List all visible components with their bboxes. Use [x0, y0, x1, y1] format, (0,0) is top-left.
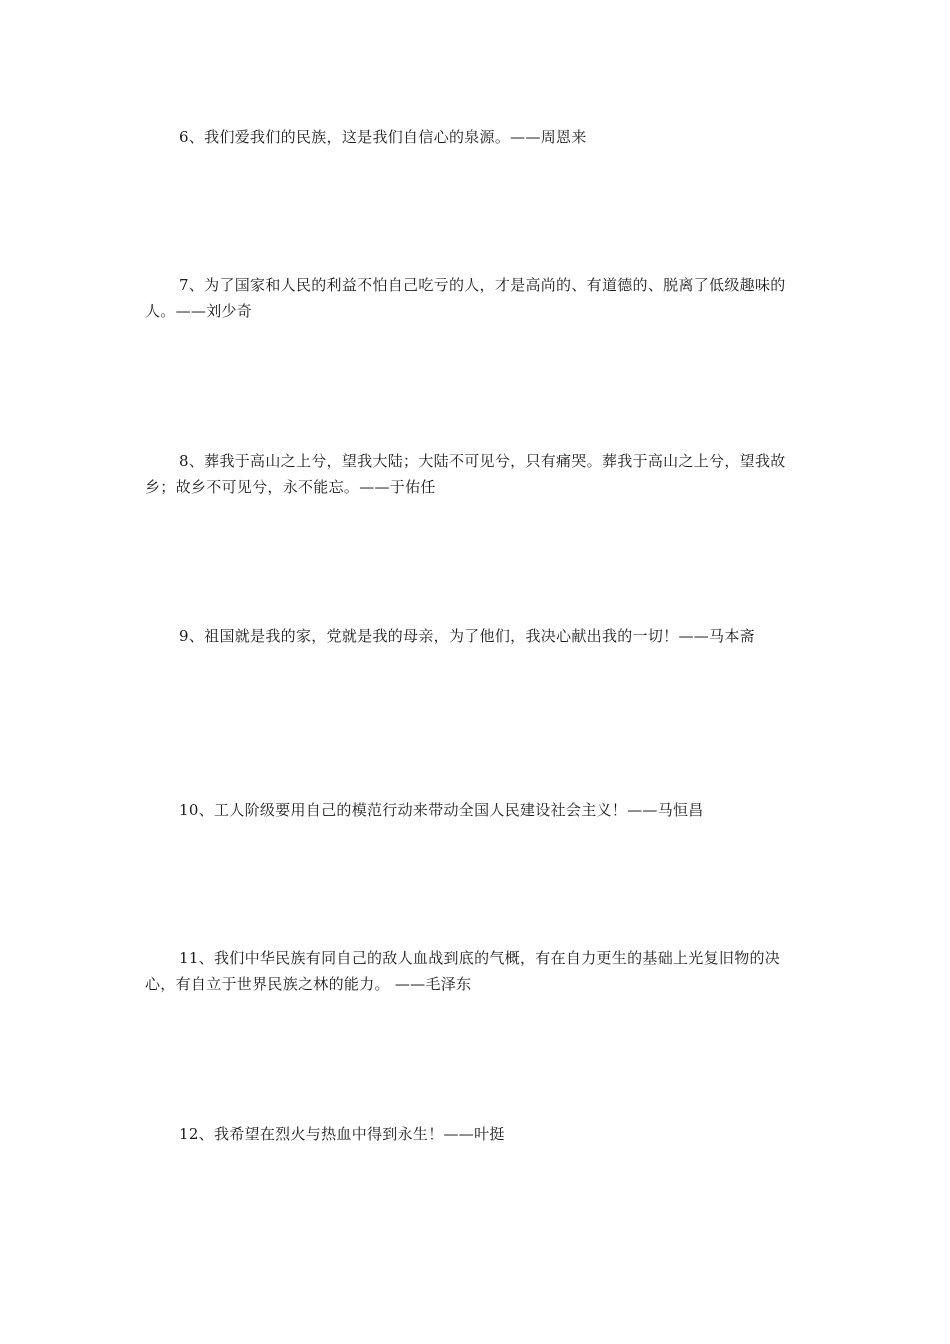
quote-paragraph: 9、祖国就是我的家，党就是我的母亲，为了他们，我决心献出我的一切！——马本斋 — [179, 627, 755, 645]
quote-paragraph: 6、我们爱我们的民族，这是我们自信心的泉源。——周恩来 — [179, 128, 587, 146]
quote-paragraph: 8、葬我于高山之上兮，望我大陆；大陆不可见兮，只有痛哭。葬我于高山之上兮，望我故乡；故乡不可见兮，永不能忘。——于佑任 — [145, 452, 786, 496]
quote-paragraph: 11、我们中华民族有同自己的敌人血战到底的气概，有在自力更生的基础上光复旧物的决心，有自立于世界民族之林的能力。 ——毛泽东 — [145, 949, 781, 993]
quote-paragraph: 10、工人阶级要用自己的模范行动来带动全国人民建设社会主义！——马恒昌 — [179, 801, 704, 819]
quote-paragraph: 7、为了国家和人民的利益不怕自己吃亏的人，才是高尚的、有道德的、脱离了低级趣味的人。——刘少奇 — [145, 276, 786, 320]
quote-paragraph: 12、我希望在烈火与热血中得到永生！——叶挺 — [179, 1125, 505, 1143]
